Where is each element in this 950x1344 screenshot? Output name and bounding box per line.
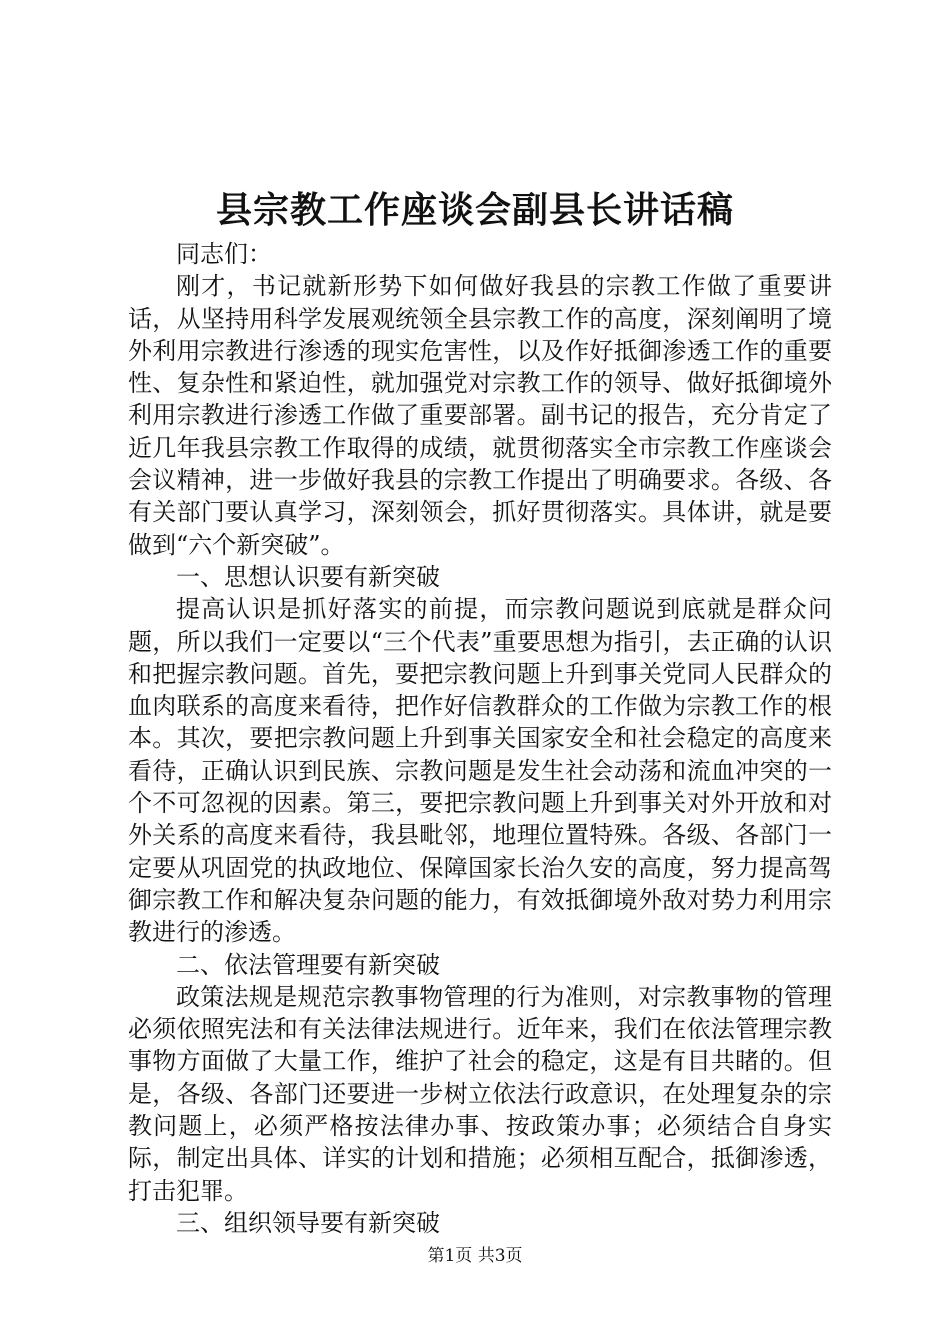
document-title: 县宗教工作座谈会副县长讲话稿: [215, 189, 734, 231]
section-paragraph-2: 政策法规是规范宗教事物管理的行为准则，对宗教事物的管理必须依照宪法和有关法律法规进行。近年来，我们在依法管理宗教事物方面做了大量工作，维护了社会的稳定，这是有目共睹的。但是，各级、各部门还要进一步树立依法行政意识，在处理复杂的宗教问题上，必须严格按法律办事、按政策办事；必须结合自身实际，制定出具体、详实的计划和措施；必须相互配合，抵御渗透，打击犯罪。: [128, 982, 832, 1205]
page-footer: 第1页 共3页: [427, 1246, 523, 1266]
section-paragraph-1: 提高认识是抓好落实的前提，而宗教问题说到底就是群众问题，所以我们一定要以“三个代表”重要思想为指引，去正确的认识和把握宗教问题。首先，要把宗教问题上升到事关党同人民群众的血肉联系的高度来看待，把作好信教群众的工作做为宗教工作的根本。其次，要把宗教问题上升到事关国家安全和社会稳定的高度来看待，正确认识到民族、宗教问题是发生社会动荡和流血冲突的一个不可忽视的因素。第三，要把宗教问题上升到事关对外开放和对外关系的高度来看待，我县毗邻，地理位置特殊。各级、各部门一定要从巩固党的执政地位、保障国家长治久安的高度，努力提高驾御宗教工作和解决复杂问题的能力，有效抵御境外敌对势力利用宗教进行的渗透。: [128, 595, 832, 947]
section-heading-1: 一、思想认识要有新突破: [176, 562, 440, 591]
section-heading-2: 二、依法管理要有新突破: [176, 950, 440, 979]
salutation: 同志们：: [176, 240, 272, 268]
section-heading-3: 三、组织领导要有新突破: [176, 1208, 440, 1237]
document-body: [128, 238, 832, 1239]
intro-paragraph: 刚才，书记就新形势下如何做好我县的宗教工作做了重要讲话，从坚持用科学发展观统领全县宗教工作的高度，深刻阐明了境外利用宗教进行渗透的现实危害性，以及作好抵御渗透工作的重要性、复杂性和紧迫性，就加强党对宗教工作的领导、做好抵御境外利用宗教进行渗透工作做了重要部署。副书记的报告，充分肯定了近几年我县宗教工作取得的成绩，就贯彻落实全市宗教工作座谈会会议精神，进一步做好我县的宗教工作提出了明确要求。各级、各有关部门要认真学习，深刻领会，抓好贯彻落实。具体讲，就是要做到“六个新突破”。: [128, 272, 832, 559]
